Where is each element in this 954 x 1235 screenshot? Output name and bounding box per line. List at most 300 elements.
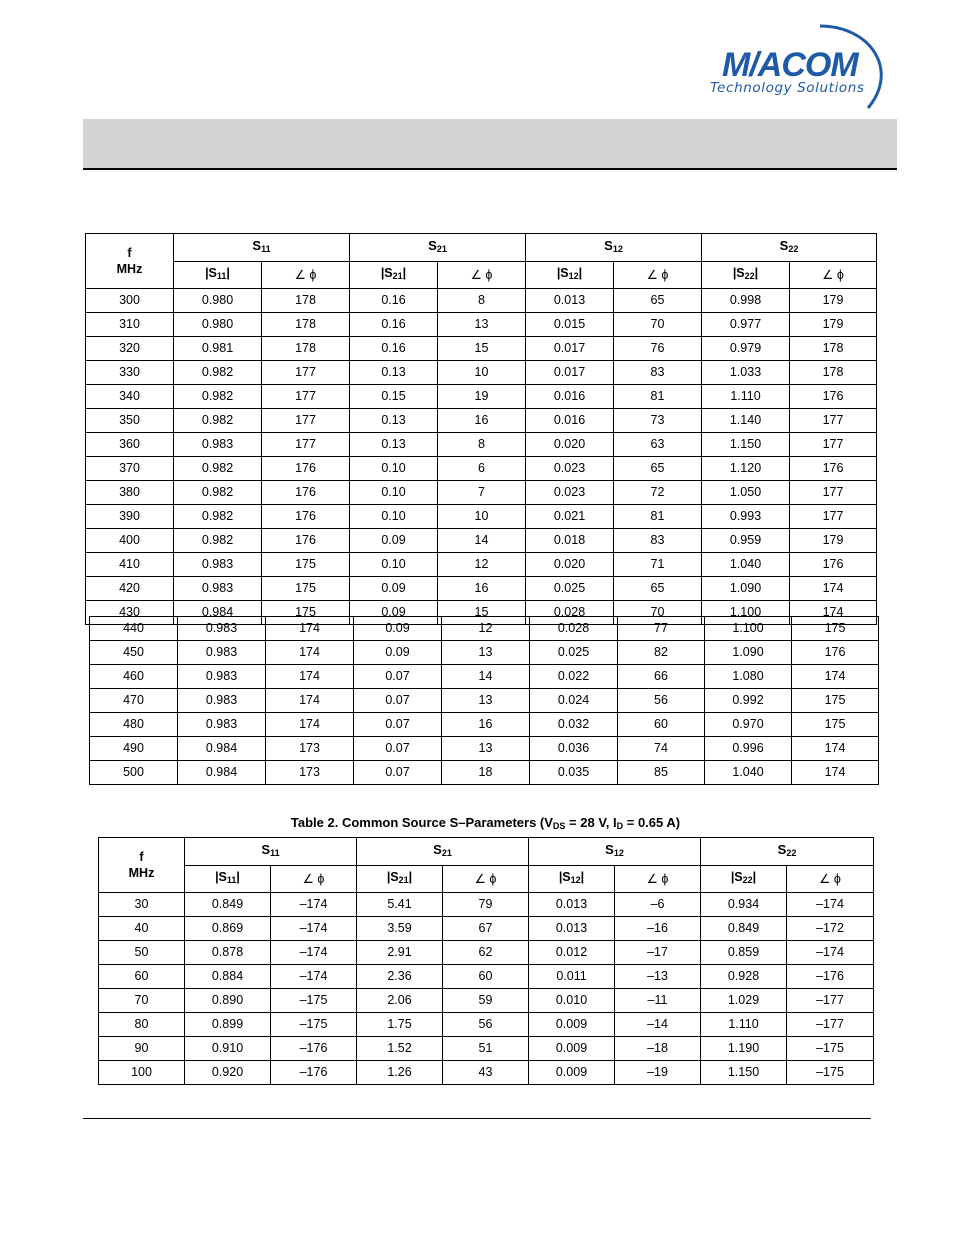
s22-group-header: $S_{22}$ [701, 838, 874, 866]
value-cell: 176 [790, 385, 877, 409]
value-cell: 0.890 [185, 989, 271, 1013]
value-cell: 175 [792, 713, 879, 737]
value-cell: 175 [792, 689, 879, 713]
value-cell: 176 [262, 505, 350, 529]
s21-mag-header: $|S_{21}|$ [350, 262, 438, 289]
s22-mag-header: $|S_{22}|$ [702, 262, 790, 289]
value-cell: –18 [615, 1037, 701, 1061]
value-cell: 0.028 [530, 617, 618, 641]
value-cell: 1.190 [701, 1037, 787, 1061]
value-cell: 177 [262, 409, 350, 433]
s11-angle-header: ∠ ϕ [262, 262, 350, 289]
value-cell: 0.16 [350, 337, 438, 361]
value-cell: 175 [262, 601, 350, 625]
value-cell: –19 [615, 1061, 701, 1085]
value-cell: 175 [262, 553, 350, 577]
value-cell: 0.983 [178, 713, 266, 737]
freq-cell: 400 [86, 529, 174, 553]
s22-mag-header: $|S_{22}|$ [701, 866, 787, 893]
value-cell: 177 [262, 385, 350, 409]
value-cell: 0.07 [354, 689, 442, 713]
value-cell: 0.979 [702, 337, 790, 361]
value-cell: 0.025 [530, 641, 618, 665]
value-cell: 174 [792, 665, 879, 689]
value-cell: –177 [787, 989, 874, 1013]
value-cell: –177 [787, 1013, 874, 1037]
value-cell: 179 [790, 529, 877, 553]
value-cell: 0.07 [354, 737, 442, 761]
table-row [86, 505, 877, 529]
value-cell: 0.984 [178, 761, 266, 785]
s12-mag-header: $|S_{12}|$ [526, 262, 614, 289]
freq-cell: 480 [90, 713, 178, 737]
value-cell: 1.26 [357, 1061, 443, 1085]
value-cell: 0.934 [701, 893, 787, 917]
value-cell: 173 [266, 761, 354, 785]
value-cell: 1.050 [702, 481, 790, 505]
logo-brand: M/ACOM [722, 46, 858, 84]
value-cell: 176 [790, 553, 877, 577]
value-cell: 0.09 [350, 601, 438, 625]
value-cell: 0.849 [185, 893, 271, 917]
value-cell: 0.010 [529, 989, 615, 1013]
s12-mag-header: $|S_{12}|$ [529, 866, 615, 893]
value-cell: 177 [262, 361, 350, 385]
value-cell: –17 [615, 941, 701, 965]
table-row [86, 361, 877, 385]
value-cell: 0.16 [350, 289, 438, 313]
value-cell: 178 [262, 337, 350, 361]
table-row [90, 761, 879, 785]
value-cell: 70 [614, 601, 702, 625]
value-cell: 0.984 [178, 737, 266, 761]
value-cell: 0.983 [178, 641, 266, 665]
value-cell: 0.07 [354, 713, 442, 737]
value-cell: 0.016 [526, 409, 614, 433]
freq-cell: 360 [86, 433, 174, 457]
value-cell: 16 [438, 409, 526, 433]
value-cell: 65 [614, 577, 702, 601]
value-cell: 1.110 [702, 385, 790, 409]
freq-cell: 370 [86, 457, 174, 481]
value-cell: 0.884 [185, 965, 271, 989]
value-cell: 0.984 [174, 601, 262, 625]
value-cell: 81 [614, 385, 702, 409]
value-cell: 13 [438, 313, 526, 337]
value-cell: –174 [787, 941, 874, 965]
value-cell: 0.983 [178, 665, 266, 689]
value-cell: 177 [790, 433, 877, 457]
value-cell: 0.981 [174, 337, 262, 361]
value-cell: 12 [438, 553, 526, 577]
value-cell: 174 [790, 601, 877, 625]
value-cell: 56 [618, 689, 705, 713]
value-cell: 0.024 [530, 689, 618, 713]
value-cell: 0.10 [350, 505, 438, 529]
table-row [86, 385, 877, 409]
freq-cell: 310 [86, 313, 174, 337]
value-cell: 176 [790, 457, 877, 481]
value-cell: 0.983 [174, 433, 262, 457]
freq-cell: 450 [90, 641, 178, 665]
value-cell: 0.928 [701, 965, 787, 989]
value-cell: 1.029 [701, 989, 787, 1013]
freq-cell: 80 [99, 1013, 185, 1037]
value-cell: 0.013 [526, 289, 614, 313]
table-row [99, 917, 874, 941]
s21-angle-header: ∠ ϕ [438, 262, 526, 289]
value-cell: 81 [614, 505, 702, 529]
value-cell: 0.983 [178, 617, 266, 641]
freq-cell: 300 [86, 289, 174, 313]
value-cell: 0.982 [174, 481, 262, 505]
value-cell: 72 [614, 481, 702, 505]
table-2-title: Table 2. Common Source S–Parameters ($V_{DS} = 28$ V, $I_D = 0.65$ A) [290, 815, 681, 831]
s11-group-header: $S_{11}$ [185, 838, 357, 866]
value-cell: 18 [442, 761, 530, 785]
value-cell: 19 [438, 385, 526, 409]
value-cell: 174 [792, 737, 879, 761]
value-cell: 0.10 [350, 481, 438, 505]
value-cell: 0.980 [174, 289, 262, 313]
table-row [99, 1013, 874, 1037]
value-cell: 0.012 [529, 941, 615, 965]
value-cell: 14 [438, 529, 526, 553]
value-cell: 174 [790, 577, 877, 601]
value-cell: 15 [438, 337, 526, 361]
value-cell: –14 [615, 1013, 701, 1037]
value-cell: 0.09 [354, 617, 442, 641]
value-cell: 2.06 [357, 989, 443, 1013]
value-cell: 0.980 [174, 313, 262, 337]
s12-angle-header: ∠ ϕ [614, 262, 702, 289]
value-cell: 1.52 [357, 1037, 443, 1061]
value-cell: 43 [443, 1061, 529, 1085]
value-cell: 173 [266, 737, 354, 761]
value-cell: 1.150 [702, 433, 790, 457]
value-cell: 178 [262, 289, 350, 313]
value-cell: 51 [443, 1037, 529, 1061]
s21-angle-header: ∠ ϕ [443, 866, 529, 893]
value-cell: 0.15 [350, 385, 438, 409]
logo-tagline: Technology Solutions [710, 80, 865, 96]
value-cell: 0.013 [529, 893, 615, 917]
value-cell: 176 [262, 457, 350, 481]
s-parameter-table-1 [85, 233, 877, 625]
value-cell: 0.996 [705, 737, 792, 761]
value-cell: 0.023 [526, 481, 614, 505]
table-row [86, 409, 877, 433]
value-cell: 16 [442, 713, 530, 737]
value-cell: 13 [442, 689, 530, 713]
value-cell: –175 [787, 1037, 874, 1061]
value-cell: 0.899 [185, 1013, 271, 1037]
s21-mag-header: $|S_{21}|$ [357, 866, 443, 893]
value-cell: 0.977 [702, 313, 790, 337]
value-cell: 85 [618, 761, 705, 785]
table-row [90, 713, 879, 737]
value-cell: 0.982 [174, 529, 262, 553]
freq-cell: 340 [86, 385, 174, 409]
value-cell: 0.13 [350, 409, 438, 433]
value-cell: 0.025 [526, 577, 614, 601]
s21-group-header: $S_{21}$ [350, 234, 526, 262]
freq-cell: 320 [86, 337, 174, 361]
value-cell: 177 [790, 481, 877, 505]
value-cell: 1.040 [705, 761, 792, 785]
value-cell: 177 [790, 409, 877, 433]
s21-group-header: $S_{21}$ [357, 838, 529, 866]
value-cell: 174 [792, 761, 879, 785]
value-cell: 8 [438, 433, 526, 457]
value-cell: 174 [266, 713, 354, 737]
value-cell: 65 [614, 457, 702, 481]
value-cell: 0.015 [526, 313, 614, 337]
value-cell: 0.13 [350, 433, 438, 457]
s11-mag-header: $|S_{11}|$ [174, 262, 262, 289]
value-cell: 2.36 [357, 965, 443, 989]
value-cell: 0.021 [526, 505, 614, 529]
table-row [99, 941, 874, 965]
value-cell: 7 [438, 481, 526, 505]
value-cell: 0.009 [529, 1061, 615, 1085]
value-cell: 14 [442, 665, 530, 689]
value-cell: –16 [615, 917, 701, 941]
table-row [99, 989, 874, 1013]
freq-header: f MHz [86, 234, 174, 289]
table-row [86, 481, 877, 505]
value-cell: 13 [442, 641, 530, 665]
freq-cell: 380 [86, 481, 174, 505]
value-cell: 0.028 [526, 601, 614, 625]
value-cell: 0.016 [526, 385, 614, 409]
value-cell: 0.032 [530, 713, 618, 737]
value-cell: 0.993 [702, 505, 790, 529]
s22-angle-header: ∠ ϕ [787, 866, 874, 893]
value-cell: 16 [438, 577, 526, 601]
value-cell: 0.09 [350, 577, 438, 601]
table-row [86, 457, 877, 481]
value-cell: 0.970 [705, 713, 792, 737]
value-cell: 59 [443, 989, 529, 1013]
value-cell: 0.849 [701, 917, 787, 941]
value-cell: 174 [266, 689, 354, 713]
value-cell: 0.998 [702, 289, 790, 313]
table-row [86, 529, 877, 553]
header-banner [83, 119, 897, 170]
value-cell: 0.982 [174, 505, 262, 529]
table-row [99, 1037, 874, 1061]
table-row [99, 1061, 874, 1085]
value-cell: 178 [262, 313, 350, 337]
value-cell: –172 [787, 917, 874, 941]
value-cell: 0.983 [174, 553, 262, 577]
value-cell: 77 [618, 617, 705, 641]
value-cell: –174 [271, 893, 357, 917]
freq-cell: 410 [86, 553, 174, 577]
macom-logo [700, 20, 890, 115]
table-row [86, 337, 877, 361]
freq-cell: 330 [86, 361, 174, 385]
freq-cell: 390 [86, 505, 174, 529]
value-cell: –174 [787, 893, 874, 917]
value-cell: 3.59 [357, 917, 443, 941]
value-cell: 0.982 [174, 457, 262, 481]
freq-cell: 460 [90, 665, 178, 689]
freq-header: f MHz [99, 838, 185, 893]
table-row [90, 617, 879, 641]
freq-cell: 50 [99, 941, 185, 965]
value-cell: –174 [271, 941, 357, 965]
value-cell: 0.09 [354, 641, 442, 665]
value-cell: 0.10 [350, 457, 438, 481]
freq-cell: 40 [99, 917, 185, 941]
s-parameter-table-1-continued [89, 616, 879, 785]
value-cell: 15 [438, 601, 526, 625]
value-cell: 177 [262, 433, 350, 457]
value-cell: 10 [438, 361, 526, 385]
table-row [86, 313, 877, 337]
value-cell: 178 [790, 361, 877, 385]
value-cell: 0.018 [526, 529, 614, 553]
value-cell: 179 [790, 313, 877, 337]
value-cell: 0.983 [174, 577, 262, 601]
value-cell: 0.017 [526, 361, 614, 385]
table-row [90, 737, 879, 761]
value-cell: –176 [787, 965, 874, 989]
table-row [86, 433, 877, 457]
value-cell: –174 [271, 965, 357, 989]
s11-group-header: $S_{11}$ [174, 234, 350, 262]
value-cell: 62 [443, 941, 529, 965]
value-cell: 0.09 [350, 529, 438, 553]
table-row [99, 965, 874, 989]
s22-group-header: $S_{22}$ [702, 234, 877, 262]
value-cell: 0.982 [174, 409, 262, 433]
value-cell: 0.869 [185, 917, 271, 941]
value-cell: –176 [271, 1037, 357, 1061]
value-cell: –6 [615, 893, 701, 917]
value-cell: 178 [790, 337, 877, 361]
value-cell: 0.13 [350, 361, 438, 385]
value-cell: 1.100 [702, 601, 790, 625]
value-cell: 76 [614, 337, 702, 361]
table-row [90, 665, 879, 689]
s12-group-header: $S_{12}$ [529, 838, 701, 866]
table-row [86, 577, 877, 601]
value-cell: 63 [614, 433, 702, 457]
value-cell: 174 [266, 665, 354, 689]
s-parameter-table-2 [98, 837, 874, 1085]
value-cell: 12 [442, 617, 530, 641]
freq-cell: 90 [99, 1037, 185, 1061]
value-cell: 1.75 [357, 1013, 443, 1037]
s11-angle-header: ∠ ϕ [271, 866, 357, 893]
value-cell: 70 [614, 313, 702, 337]
value-cell: 0.009 [529, 1037, 615, 1061]
freq-cell: 350 [86, 409, 174, 433]
value-cell: 0.982 [174, 385, 262, 409]
table-row [90, 641, 879, 665]
value-cell: 74 [618, 737, 705, 761]
value-cell: 71 [614, 553, 702, 577]
value-cell: –13 [615, 965, 701, 989]
value-cell: 79 [443, 893, 529, 917]
value-cell: 8 [438, 289, 526, 313]
value-cell: 176 [792, 641, 879, 665]
freq-cell: 420 [86, 577, 174, 601]
value-cell: 60 [618, 713, 705, 737]
value-cell: –175 [271, 989, 357, 1013]
value-cell: 0.009 [529, 1013, 615, 1037]
value-cell: 0.023 [526, 457, 614, 481]
value-cell: 0.020 [526, 433, 614, 457]
footer-divider [83, 1118, 871, 1119]
value-cell: 66 [618, 665, 705, 689]
freq-cell: 490 [90, 737, 178, 761]
freq-cell: 30 [99, 893, 185, 917]
freq-cell: 440 [90, 617, 178, 641]
value-cell: 83 [614, 361, 702, 385]
table-row [99, 893, 874, 917]
value-cell: 0.982 [174, 361, 262, 385]
value-cell: 0.983 [178, 689, 266, 713]
value-cell: 1.080 [705, 665, 792, 689]
value-cell: 5.41 [357, 893, 443, 917]
value-cell: 0.011 [529, 965, 615, 989]
value-cell: 0.992 [705, 689, 792, 713]
value-cell: 0.920 [185, 1061, 271, 1085]
table-row [90, 689, 879, 713]
value-cell: 0.035 [530, 761, 618, 785]
value-cell: 176 [262, 481, 350, 505]
value-cell: 0.859 [701, 941, 787, 965]
table-row [86, 553, 877, 577]
freq-cell: 470 [90, 689, 178, 713]
value-cell: 0.013 [529, 917, 615, 941]
value-cell: 0.878 [185, 941, 271, 965]
value-cell: 0.07 [354, 761, 442, 785]
value-cell: 1.140 [702, 409, 790, 433]
value-cell: 65 [614, 289, 702, 313]
freq-cell: 430 [86, 601, 174, 625]
value-cell: –174 [271, 917, 357, 941]
value-cell: 174 [266, 641, 354, 665]
value-cell: 175 [792, 617, 879, 641]
value-cell: 13 [442, 737, 530, 761]
value-cell: 1.090 [702, 577, 790, 601]
value-cell: 10 [438, 505, 526, 529]
value-cell: 1.040 [702, 553, 790, 577]
value-cell: 0.017 [526, 337, 614, 361]
value-cell: 176 [262, 529, 350, 553]
value-cell: 6 [438, 457, 526, 481]
value-cell: –175 [271, 1013, 357, 1037]
s12-angle-header: ∠ ϕ [615, 866, 701, 893]
value-cell: 1.090 [705, 641, 792, 665]
value-cell: 0.16 [350, 313, 438, 337]
value-cell: 1.033 [702, 361, 790, 385]
value-cell: 0.020 [526, 553, 614, 577]
s11-mag-header: $|S_{11}|$ [185, 866, 271, 893]
value-cell: 0.10 [350, 553, 438, 577]
value-cell: 177 [790, 505, 877, 529]
freq-cell: 100 [99, 1061, 185, 1085]
value-cell: 1.110 [701, 1013, 787, 1037]
value-cell: 179 [790, 289, 877, 313]
value-cell: 174 [266, 617, 354, 641]
s12-group-header: $S_{12}$ [526, 234, 702, 262]
